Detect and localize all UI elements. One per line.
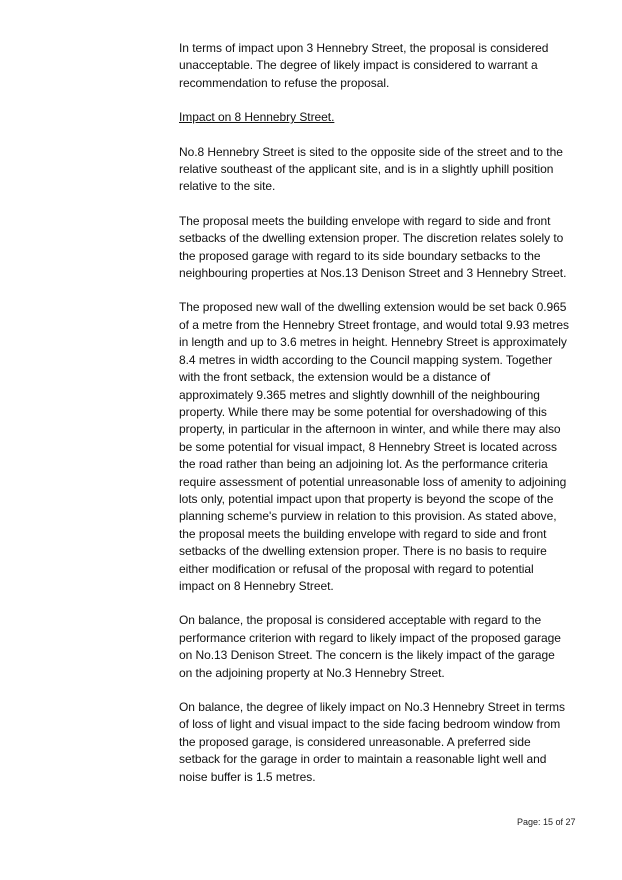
text-line: relative to the site. [179, 179, 276, 194]
text-line: property, in particular in the afternoon in winter, and while there may also [179, 422, 561, 437]
text-line: setback for the garage in order to maintain a reasonable light well and [179, 752, 547, 767]
text-line: noise buffer is 1.5 metres. [179, 769, 316, 784]
text-line: impact on 8 Hennebry Street. [179, 578, 334, 593]
paragraph-wall-setback-analysis [179, 299, 589, 595]
text-line: unacceptable. The degree of likely impact is considered to warrant a [179, 58, 538, 73]
paragraph-building-envelope [179, 213, 589, 283]
section-heading-impact-8-hennebry [179, 109, 589, 126]
text-line: the proposed garage with regard to its side boundary setbacks to the [179, 248, 541, 263]
page-number: Page: 15 of 27 [517, 817, 576, 827]
text-line: be some potential for visual impact, 8 Hennebry Street is located across [179, 439, 557, 454]
text-line: setbacks of the dwelling extension proper. The discretion relates solely to [179, 231, 564, 246]
text-line: with the front setback, the extension would be a distance of [179, 370, 491, 385]
paragraph-balance-13-denison [179, 612, 589, 682]
text-line: the proposal meets the building envelope with regard to side and front [179, 526, 547, 541]
text-line: of loss of light and visual impact to the side facing bedroom window from [179, 717, 561, 732]
paragraph-balance-3-hennebry [179, 699, 589, 786]
text-line: in length and up to 3.6 metres in height. Hennebry Street is approximately [179, 335, 567, 350]
text-line: on the adjoining property at No.3 Hennebry Street. [179, 665, 445, 680]
text-line: setbacks of the dwelling extension proper. There is no basis to require [179, 544, 547, 559]
text-line: The proposed new wall of the dwelling extension would be set back 0.965 [179, 300, 567, 315]
text-line: No.8 Hennebry Street is sited to the opposite side of the street and to the [179, 144, 563, 159]
paragraph-impact-3-hennebry-conclusion [179, 40, 589, 92]
text-line: either modification or refusal of the proposal with regard to potential [179, 561, 534, 576]
text-line: In terms of impact upon 3 Hennebry Street, the proposal is considered [179, 41, 549, 55]
text-line: neighbouring properties at Nos.13 Denison Street and 3 Hennebry Street. [179, 266, 567, 281]
paragraph-site-location [179, 144, 589, 196]
text-line: on No.13 Denison Street. The concern is the likely impact of the garage [179, 648, 555, 663]
text-line: planning scheme's purview in relation to this provision. As stated above, [179, 509, 557, 524]
text-line: On balance, the proposal is considered acceptable with regard to the [179, 613, 542, 628]
text-line: relative southeast of the applicant site, and is in a slightly uphill position [179, 162, 554, 177]
text-line: 8.4 metres in width according to the Council mapping system. Together [179, 352, 553, 367]
text-line: The proposal meets the building envelope with regard to side and front [179, 213, 551, 228]
text-line: the road rather than being an adjoining lot. As the performance criteria [179, 457, 548, 472]
text-line: the proposed garage, is considered unreasonable. A preferred side [179, 734, 531, 749]
text-line: of a metre from the Hennebry Street frontage, and would total 9.93 metres [179, 317, 569, 332]
text-line: require assessment of potential unreasonable loss of amenity to adjoining [179, 474, 567, 489]
document-body [179, 40, 589, 803]
text-line: recommendation to refuse the proposal. [179, 75, 390, 90]
heading-text: Impact on 8 Hennebry Street. [179, 110, 335, 125]
text-line: approximately 9.365 metres and slightly downhill of the neighbouring [179, 387, 540, 402]
text-line: lots only, potential impact upon that property is beyond the scope of the [179, 491, 554, 506]
text-line: performance criterion with regard to likely impact of the proposed garage [179, 630, 561, 645]
text-line: On balance, the degree of likely impact on No.3 Hennebry Street in terms [179, 700, 565, 714]
text-line: property. While there may be some potential for overshadowing of this [179, 404, 547, 419]
